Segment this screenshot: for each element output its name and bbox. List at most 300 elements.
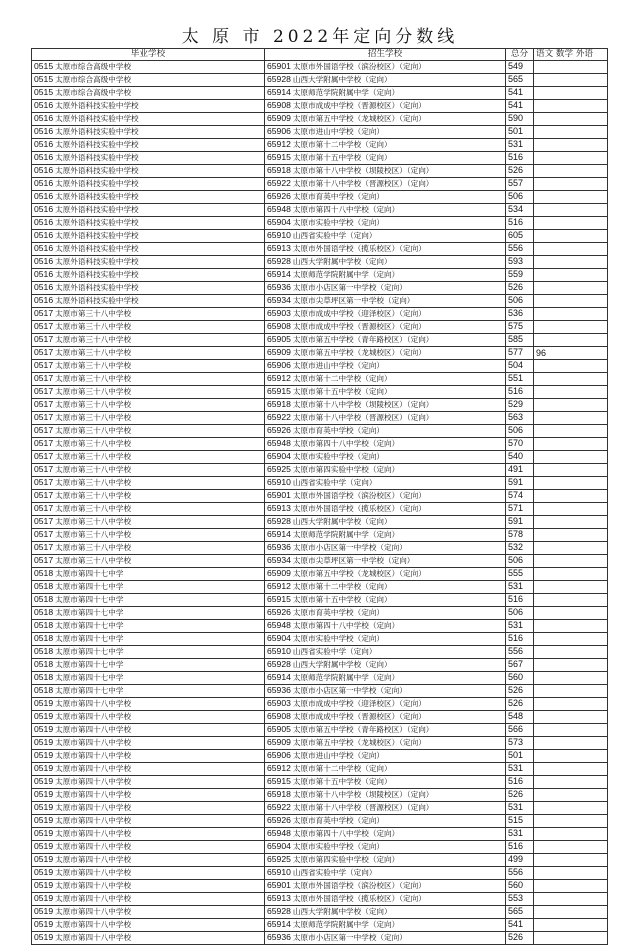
admission-school-code: 65915 [267, 776, 291, 786]
subject-scores-cell [534, 789, 608, 802]
subject-scores-cell [534, 490, 608, 503]
admission-school-name: 山西大学附属中学校（定向） [292, 75, 392, 84]
total-score-cell [506, 308, 534, 321]
subject-scores-cell [534, 568, 608, 581]
admission-school-name: 太原市进山中学校（定向） [292, 127, 385, 136]
total-score-cell [506, 685, 534, 698]
graduation-school-name: 太原市第三十八中学校 [55, 361, 132, 370]
subject-scores-cell [534, 282, 608, 295]
graduation-school-name: 太原市第三十八中学校 [55, 426, 132, 435]
table-row [32, 386, 608, 399]
admission-school-name: 太原市育英中学校（定向） [292, 426, 385, 435]
table-row [32, 282, 608, 295]
admission-school-name: 太原师范学院附属中学（定向） [292, 530, 400, 539]
admission-school-cell [265, 191, 506, 204]
total-score-cell [506, 438, 534, 451]
admission-school-cell [265, 503, 506, 516]
admission-school-name: 太原市第四十八中学校（定向） [292, 621, 400, 630]
table-row [32, 217, 608, 230]
total-score-cell [506, 633, 534, 646]
admission-school-code: 65914 [267, 672, 291, 682]
admission-school-code: 65910 [267, 646, 291, 656]
admission-school-name: 太原市成成中学校（晋源校区）（定向） [292, 322, 426, 331]
subject-scores-cell [534, 126, 608, 139]
admission-school-name: 太原市成成中学校（晋源校区）（定向） [292, 101, 426, 110]
admission-school-cell [265, 867, 506, 880]
admission-school-cell [265, 828, 506, 841]
total-score: 578 [508, 529, 524, 539]
graduation-school-name: 太原市第四十七中学 [55, 595, 124, 604]
subject-scores-cell [534, 438, 608, 451]
table-row [32, 841, 608, 854]
admission-school-name: 山西省实验中学（定向） [292, 478, 377, 487]
total-score-cell [506, 659, 534, 672]
total-score-cell [506, 854, 534, 867]
admission-school-name: 太原市实验中学校（定向） [292, 842, 385, 851]
admission-school-code: 65936 [267, 542, 291, 552]
subject-scores-cell [534, 425, 608, 438]
table-row [32, 620, 608, 633]
table-row [32, 230, 608, 243]
total-score: 556 [508, 243, 524, 253]
total-score-cell [506, 841, 534, 854]
admission-school-cell [265, 412, 506, 425]
graduation-school-code: 0517 [34, 308, 54, 318]
table-row [32, 737, 608, 750]
graduation-school-name: 太原外语科技实验中学校 [55, 114, 139, 123]
graduation-school-name: 太原市第四十八中学校 [55, 920, 132, 929]
admission-school-name: 太原市小店区第一中学校（定向） [292, 283, 407, 292]
graduation-school-code: 0518 [34, 659, 54, 669]
graduation-school-code: 0518 [34, 685, 54, 695]
admission-school-code: 65948 [267, 828, 291, 838]
admission-school-name: 太原市育英中学校（定向） [292, 816, 385, 825]
subject-scores-cell [534, 165, 608, 178]
total-score: 526 [508, 685, 524, 695]
admission-school-cell [265, 334, 506, 347]
total-score: 536 [508, 308, 524, 318]
graduation-school-code: 0516 [34, 256, 54, 266]
total-score: 575 [508, 321, 524, 331]
admission-school-name: 太原市外国语学校（揽乐校区）（定向） [292, 244, 426, 253]
total-score: 506 [508, 191, 524, 201]
table-row [32, 139, 608, 152]
graduation-school-code: 0519 [34, 737, 54, 747]
subject-scores-cell [534, 152, 608, 165]
total-score-cell [506, 932, 534, 945]
total-score: 516 [508, 152, 524, 162]
subject-scores-cell [534, 74, 608, 87]
graduation-school-name: 太原外语科技实验中学校 [55, 231, 139, 240]
table-row [32, 100, 608, 113]
total-score-cell [506, 386, 534, 399]
table-row [32, 516, 608, 529]
total-score: 555 [508, 568, 524, 578]
total-score: 529 [508, 399, 524, 409]
subject-scores-cell [534, 386, 608, 399]
total-score-cell [506, 412, 534, 425]
graduation-school-cell [32, 373, 265, 386]
total-score: 526 [508, 789, 524, 799]
admission-school-cell [265, 425, 506, 438]
graduation-school-name: 太原市第四十八中学校 [55, 933, 132, 942]
graduation-school-name: 太原市综合高级中学校 [55, 75, 132, 84]
subject-scores-cell [534, 139, 608, 152]
table-row [32, 204, 608, 217]
admission-school-name: 太原市第十八中学校（晋源校区）（定向） [292, 803, 434, 812]
admission-school-code: 65934 [267, 295, 291, 305]
admission-school-cell [265, 204, 506, 217]
total-score-cell [506, 750, 534, 763]
graduation-school-code: 0516 [34, 113, 54, 123]
admission-school-name: 山西省实验中学（定向） [292, 231, 377, 240]
total-score: 531 [508, 620, 524, 630]
table-row [32, 906, 608, 919]
admission-school-name: 太原师范学院附属中学（定向） [292, 673, 400, 682]
total-score: 516 [508, 776, 524, 786]
total-score-cell [506, 672, 534, 685]
admission-school-code: 65901 [267, 880, 291, 890]
table-row [32, 594, 608, 607]
subject-score: 96 [536, 347, 547, 358]
graduation-school-name: 太原市第四十八中学校 [55, 725, 132, 734]
total-score-cell [506, 373, 534, 386]
admission-school-code: 65936 [267, 282, 291, 292]
graduation-school-cell [32, 763, 265, 776]
total-score: 506 [508, 607, 524, 617]
subject-scores-cell [534, 880, 608, 893]
graduation-school-code: 0519 [34, 854, 54, 864]
table-row [32, 347, 608, 360]
table-row [32, 126, 608, 139]
total-score: 560 [508, 672, 524, 682]
table-row [32, 451, 608, 464]
graduation-school-name: 太原市第三十八中学校 [55, 400, 132, 409]
graduation-school-name: 太原市第四十七中学 [55, 647, 124, 656]
total-score: 516 [508, 217, 524, 227]
subject-scores-cell [534, 711, 608, 724]
admission-school-name: 太原师范学院附属中学（定向） [292, 88, 400, 97]
graduation-school-name: 太原市第四十七中学 [55, 582, 124, 591]
total-score-cell [506, 113, 534, 126]
table-row [32, 919, 608, 932]
total-score: 516 [508, 386, 524, 396]
total-score-cell [506, 607, 534, 620]
total-score: 551 [508, 373, 524, 383]
table-row [32, 477, 608, 490]
table-row [32, 412, 608, 425]
total-score: 531 [508, 802, 524, 812]
admission-school-cell [265, 373, 506, 386]
admission-school-cell [265, 698, 506, 711]
graduation-school-code: 0517 [34, 412, 54, 422]
graduation-school-name: 太原市第四十八中学校 [55, 764, 132, 773]
table-row [32, 698, 608, 711]
admission-school-name: 太原市第十二中学校（定向） [292, 374, 392, 383]
admission-school-code: 65914 [267, 529, 291, 539]
table-row [32, 854, 608, 867]
graduation-school-name: 太原市第三十八中学校 [55, 387, 132, 396]
total-score: 556 [508, 646, 524, 656]
total-score: 573 [508, 737, 524, 747]
admission-school-code: 65934 [267, 555, 291, 565]
admission-school-cell [265, 581, 506, 594]
admission-school-name: 太原市育英中学校（定向） [292, 608, 385, 617]
admission-school-cell [265, 659, 506, 672]
total-score-cell [506, 334, 534, 347]
subject-scores-cell [534, 217, 608, 230]
graduation-school-cell [32, 269, 265, 282]
subject-scores-cell [534, 607, 608, 620]
table-row [32, 893, 608, 906]
graduation-school-cell [32, 412, 265, 425]
subject-scores-cell [534, 672, 608, 685]
graduation-school-cell [32, 113, 265, 126]
subject-scores-cell [534, 178, 608, 191]
total-score: 541 [508, 919, 524, 929]
table-row [32, 490, 608, 503]
total-score: 577 [508, 347, 524, 357]
subject-scores-cell [534, 347, 608, 360]
graduation-school-code: 0515 [34, 74, 54, 84]
admission-school-cell [265, 61, 506, 74]
graduation-school-code: 0517 [34, 321, 54, 331]
total-score: 506 [508, 425, 524, 435]
total-score-cell [506, 789, 534, 802]
graduation-school-name: 太原市第四十八中学校 [55, 777, 132, 786]
graduation-school-cell [32, 880, 265, 893]
table-row [32, 659, 608, 672]
admission-school-cell [265, 568, 506, 581]
admission-school-code: 65909 [267, 347, 291, 357]
graduation-school-name: 太原市第四十七中学 [55, 608, 124, 617]
total-score-cell [506, 204, 534, 217]
total-score: 531 [508, 763, 524, 773]
graduation-school-cell [32, 659, 265, 672]
total-score-cell [506, 477, 534, 490]
graduation-school-cell [32, 230, 265, 243]
admission-school-name: 太原市进山中学校（定向） [292, 361, 385, 370]
graduation-school-name: 太原外语科技实验中学校 [55, 283, 139, 292]
table-row [32, 178, 608, 191]
admission-school-code: 65905 [267, 724, 291, 734]
graduation-school-cell [32, 217, 265, 230]
table-row [32, 568, 608, 581]
total-score-cell [506, 425, 534, 438]
total-score: 557 [508, 178, 524, 188]
admission-school-code: 65926 [267, 425, 291, 435]
admission-school-name: 太原市第十五中学校（定向） [292, 777, 392, 786]
total-score-cell [506, 568, 534, 581]
graduation-school-name: 太原外语科技实验中学校 [55, 101, 139, 110]
total-score-cell [506, 87, 534, 100]
graduation-school-cell [32, 672, 265, 685]
table-row [32, 360, 608, 373]
admission-school-code: 65903 [267, 698, 291, 708]
table-row [32, 646, 608, 659]
admission-school-code: 65910 [267, 867, 291, 877]
graduation-school-cell [32, 438, 265, 451]
subject-scores-cell [534, 100, 608, 113]
admission-school-code: 65908 [267, 321, 291, 331]
total-score-cell [506, 542, 534, 555]
graduation-school-code: 0519 [34, 906, 54, 916]
admission-school-code: 65906 [267, 360, 291, 370]
graduation-school-name: 太原外语科技实验中学校 [55, 140, 139, 149]
graduation-school-cell [32, 399, 265, 412]
admission-school-cell [265, 490, 506, 503]
admission-school-code: 65906 [267, 750, 291, 760]
subject-scores-cell [534, 295, 608, 308]
total-score: 506 [508, 295, 524, 305]
graduation-school-cell [32, 61, 265, 74]
graduation-school-code: 0519 [34, 724, 54, 734]
graduation-school-code: 0517 [34, 464, 54, 474]
subject-scores-cell [534, 61, 608, 74]
subject-scores-cell [534, 516, 608, 529]
graduation-school-code: 0519 [34, 932, 54, 942]
graduation-school-cell [32, 529, 265, 542]
graduation-school-cell [32, 906, 265, 919]
total-score-cell [506, 620, 534, 633]
admission-school-code: 65904 [267, 841, 291, 851]
subject-scores-cell [534, 334, 608, 347]
graduation-school-name: 太原市第四十七中学 [55, 569, 124, 578]
admission-school-code: 65928 [267, 906, 291, 916]
admission-school-cell [265, 178, 506, 191]
admission-school-cell [265, 594, 506, 607]
graduation-school-name: 太原市第三十八中学校 [55, 556, 132, 565]
admission-school-name: 太原市尖草坪区第一中学校（定向） [292, 296, 415, 305]
admission-school-cell [265, 620, 506, 633]
graduation-school-cell [32, 464, 265, 477]
table-header-row [32, 49, 608, 61]
subject-scores-cell [534, 932, 608, 945]
graduation-school-code: 0517 [34, 542, 54, 552]
total-score: 556 [508, 867, 524, 877]
total-score: 531 [508, 581, 524, 591]
admission-school-code: 65915 [267, 152, 291, 162]
graduation-school-name: 太原市第三十八中学校 [55, 439, 132, 448]
table-row [32, 724, 608, 737]
admission-school-name: 山西大学附属中学校（定向） [292, 257, 392, 266]
graduation-school-cell [32, 685, 265, 698]
table-row [32, 750, 608, 763]
graduation-school-cell [32, 620, 265, 633]
graduation-school-name: 太原外语科技实验中学校 [55, 166, 139, 175]
admission-school-code: 65936 [267, 932, 291, 942]
graduation-school-name: 太原市第四十八中学校 [55, 881, 132, 890]
table-row [32, 763, 608, 776]
total-score-cell [506, 698, 534, 711]
table-row [32, 672, 608, 685]
admission-school-name: 太原市第五中学校（龙城校区）（定向） [292, 114, 426, 123]
admission-school-code: 65948 [267, 438, 291, 448]
admission-school-code: 65913 [267, 503, 291, 513]
admission-school-name: 太原市外国语学校（揽乐校区）（定向） [292, 894, 426, 903]
total-score-cell [506, 100, 534, 113]
table-row [32, 529, 608, 542]
admission-school-code: 65922 [267, 412, 291, 422]
graduation-school-cell [32, 867, 265, 880]
total-score: 590 [508, 113, 524, 123]
admission-school-name: 太原市第五中学校（青年路校区）（定向） [292, 725, 434, 734]
total-score: 585 [508, 334, 524, 344]
admission-school-name: 太原市实验中学校（定向） [292, 218, 385, 227]
table-row [32, 425, 608, 438]
graduation-school-code: 0519 [34, 841, 54, 851]
header-admission-school: 招生学校 [265, 49, 506, 61]
subject-scores-cell [534, 243, 608, 256]
table-row [32, 633, 608, 646]
admission-school-cell [265, 750, 506, 763]
subject-scores-cell [534, 321, 608, 334]
total-score: 548 [508, 711, 524, 721]
total-score-cell [506, 594, 534, 607]
total-score-cell [506, 919, 534, 932]
graduation-school-name: 太原市综合高级中学校 [55, 62, 132, 71]
graduation-school-code: 0517 [34, 399, 54, 409]
graduation-school-name: 太原外语科技实验中学校 [55, 192, 139, 201]
graduation-school-cell [32, 698, 265, 711]
total-score: 526 [508, 282, 524, 292]
subject-scores-cell [534, 269, 608, 282]
table-row [32, 867, 608, 880]
admission-school-cell [265, 646, 506, 659]
graduation-school-name: 太原市第四十八中学校 [55, 855, 132, 864]
total-score: 570 [508, 438, 524, 448]
table-row [32, 74, 608, 87]
graduation-school-code: 0516 [34, 243, 54, 253]
graduation-school-name: 太原市第三十八中学校 [55, 335, 132, 344]
graduation-school-cell [32, 152, 265, 165]
graduation-school-cell [32, 568, 265, 581]
admission-school-name: 太原市小店区第一中学校（定向） [292, 933, 407, 942]
graduation-school-code: 0517 [34, 373, 54, 383]
admission-school-code: 65914 [267, 919, 291, 929]
graduation-school-name: 太原市第三十八中学校 [55, 530, 132, 539]
graduation-school-name: 太原外语科技实验中学校 [55, 153, 139, 162]
total-score-cell [506, 724, 534, 737]
admission-school-code: 65913 [267, 893, 291, 903]
subject-scores-cell [534, 867, 608, 880]
total-score-cell [506, 269, 534, 282]
graduation-school-cell [32, 750, 265, 763]
graduation-school-name: 太原市第四十八中学校 [55, 712, 132, 721]
graduation-school-cell [32, 256, 265, 269]
table-row [32, 555, 608, 568]
score-table [31, 48, 608, 945]
graduation-school-name: 太原市综合高级中学校 [55, 88, 132, 97]
graduation-school-code: 0516 [34, 230, 54, 240]
admission-school-name: 太原市第十八中学校（坝陵校区）（定向） [292, 166, 434, 175]
admission-school-name: 太原市第五中学校（龙城校区）（定向） [292, 738, 426, 747]
table-row [32, 815, 608, 828]
admission-school-cell [265, 74, 506, 87]
table-row [32, 581, 608, 594]
total-score-cell [506, 503, 534, 516]
graduation-school-code: 0518 [34, 581, 54, 591]
graduation-school-code: 0519 [34, 802, 54, 812]
admission-school-cell [265, 802, 506, 815]
graduation-school-cell [32, 919, 265, 932]
graduation-school-cell [32, 633, 265, 646]
graduation-school-cell [32, 139, 265, 152]
subject-scores-cell [534, 646, 608, 659]
graduation-school-cell [32, 87, 265, 100]
admission-school-name: 太原市外国语学校（滨汾校区）（定向） [292, 491, 426, 500]
graduation-school-name: 太原市第四十八中学校 [55, 790, 132, 799]
